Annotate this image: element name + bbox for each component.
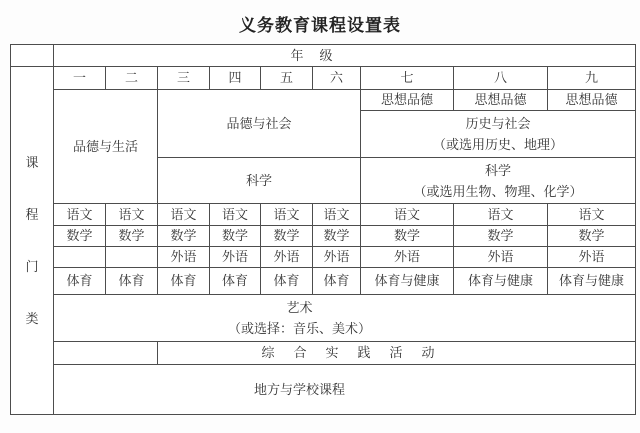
foreign-language-cell: 外语 — [361, 247, 454, 268]
empty-cell — [106, 247, 158, 268]
row-yishu — [11, 295, 636, 342]
curriculum-table — [10, 44, 636, 415]
history-society-line1: 历史与社会 — [465, 116, 531, 131]
grade-2-cell: 二 — [106, 67, 158, 90]
chinese-cell: 语文 — [54, 204, 106, 226]
category-label-vertical — [11, 153, 53, 329]
math-cell: 数学 — [261, 226, 313, 247]
ideology-morality-cell: 思想品德 — [454, 90, 548, 111]
foreign-language-cell: 外语 — [454, 247, 548, 268]
chinese-cell: 语文 — [106, 204, 158, 226]
chinese-cell: 语文 — [210, 204, 261, 226]
math-cell: 数学 — [361, 226, 454, 247]
art-cell — [54, 295, 636, 342]
foreign-language-cell: 外语 — [548, 247, 636, 268]
history-society-cell — [361, 111, 636, 158]
chinese-cell: 语文 — [454, 204, 548, 226]
row-yuwen — [11, 204, 636, 226]
grade-7-cell: 七 — [361, 67, 454, 90]
category-char: 类 — [25, 310, 39, 326]
morality-life-cell: 品德与生活 — [54, 90, 158, 204]
chinese-cell: 语文 — [313, 204, 361, 226]
math-cell: 数学 — [313, 226, 361, 247]
page-title: 义务教育课程设置表 — [239, 16, 401, 35]
morality-society-cell: 品德与社会 — [158, 90, 361, 158]
category-char: 课 — [25, 154, 39, 170]
science-right-line1: 科学 — [484, 162, 511, 178]
chinese-cell: 语文 — [361, 204, 454, 226]
pe-health-cell: 体育与健康 — [548, 268, 636, 295]
grade-1-cell: 一 — [54, 67, 106, 90]
grade-4-cell: 四 — [210, 67, 261, 90]
math-cell: 数学 — [210, 226, 261, 247]
pe-cell: 体育 — [210, 268, 261, 295]
grade-5-cell: 五 — [261, 67, 313, 90]
category-char: 门 — [25, 258, 39, 274]
art-line2: （或选择：音乐、美术） — [227, 321, 371, 336]
science-mid-cell: 科学 — [158, 158, 361, 204]
math-cell: 数学 — [454, 226, 548, 247]
science-right-cell — [361, 158, 636, 204]
pe-cell: 体育 — [313, 268, 361, 295]
empty-cell — [54, 247, 106, 268]
pe-cell: 体育 — [158, 268, 210, 295]
category-char: 程 — [25, 206, 39, 222]
row-grade-header — [11, 45, 636, 67]
ideology-morality-cell: 思想品德 — [361, 90, 454, 111]
grade-3-cell: 三 — [158, 67, 210, 90]
ideology-morality-cell: 思想品德 — [548, 90, 636, 111]
category-label-cell — [11, 67, 54, 415]
chinese-cell: 语文 — [548, 204, 636, 226]
science-right-line2: （或选用生物、物理、化学） — [413, 183, 583, 199]
pe-cell: 体育 — [106, 268, 158, 295]
math-cell: 数学 — [158, 226, 210, 247]
pe-cell: 体育 — [261, 268, 313, 295]
row-shuxue — [11, 226, 636, 247]
history-society-line2: （或选用历史、地理） — [432, 137, 563, 152]
pe-cell: 体育 — [54, 268, 106, 295]
row-waiyu — [11, 247, 636, 268]
pe-health-cell: 体育与健康 — [361, 268, 454, 295]
row-zonghe — [11, 342, 636, 365]
row-difang — [11, 365, 636, 415]
foreign-language-cell: 外语 — [210, 247, 261, 268]
corner-empty-cell — [11, 45, 54, 67]
foreign-language-cell: 外语 — [158, 247, 210, 268]
grade-9-cell: 九 — [548, 67, 636, 90]
art-line1: 艺术 — [286, 300, 313, 315]
local-school-curriculum-cell: 地方与学校课程 — [54, 365, 636, 415]
comprehensive-practice-cell: 综合实践活动 — [158, 342, 636, 365]
row-sixiangpinde — [11, 90, 636, 111]
foreign-language-cell: 外语 — [313, 247, 361, 268]
row-tiyu — [11, 268, 636, 295]
grade-6-cell: 六 — [313, 67, 361, 90]
math-cell: 数学 — [548, 226, 636, 247]
chinese-cell: 语文 — [158, 204, 210, 226]
row-grade-numbers — [11, 67, 636, 90]
grade-header-cell: 年级 — [54, 45, 636, 67]
math-cell: 数学 — [106, 226, 158, 247]
chinese-cell: 语文 — [261, 204, 313, 226]
grade-8-cell: 八 — [454, 67, 548, 90]
empty-cell — [54, 342, 158, 365]
math-cell: 数学 — [54, 226, 106, 247]
pe-health-cell: 体育与健康 — [454, 268, 548, 295]
foreign-language-cell: 外语 — [261, 247, 313, 268]
